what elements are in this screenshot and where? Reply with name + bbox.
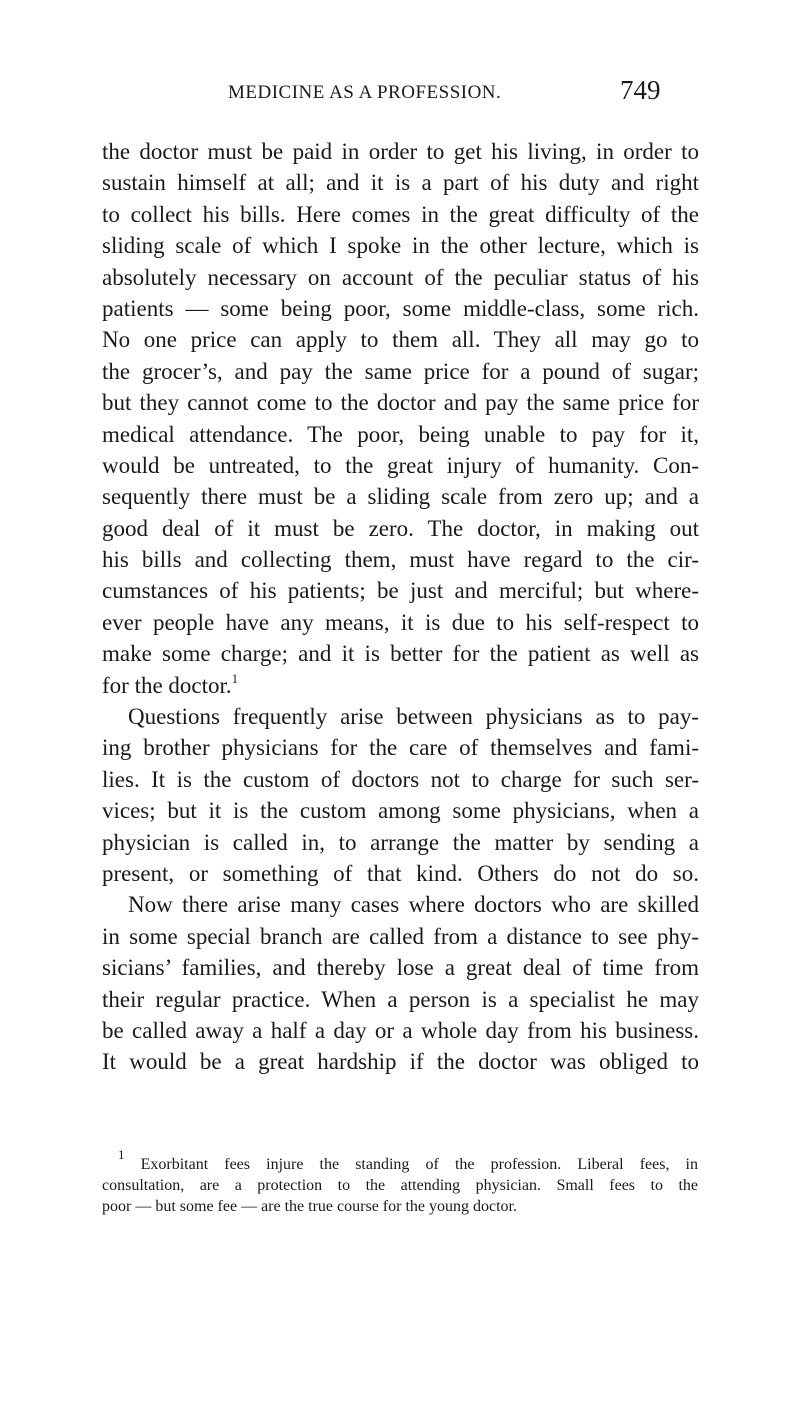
text-line [0,513,800,544]
text-line [0,450,800,481]
footnote-line [0,1175,800,1196]
text-line [0,1046,800,1077]
text-line-content: for the doctor. [102,672,232,698]
text-line-content: Questions frequently arise between physicians as to pay- [128,704,699,730]
text-line-content: in some special branch are called from a distance to see phy- [102,923,699,949]
text-line [0,921,800,952]
text-line [0,952,800,983]
text-line-content: but they cannot come to the doctor and pay the same price for [102,390,699,416]
text-line [0,889,800,920]
text-line [0,262,800,293]
footnote-line-content: consultation, are a protection to the attending physician. Small fees to the [102,1177,698,1194]
text-line-content: ing brother physicians for the care of themselves and fami- [102,735,699,761]
text-line [0,732,800,763]
footnote-line-with-marker [118,1147,699,1175]
footnote-line-content: Exorbitant fees injure the standing of the profession. Liberal fees, in [140,1156,699,1173]
text-line-content: cumstances of his patients; be just and merciful; but where- [102,578,699,604]
text-line [0,230,800,261]
text-line-content: their regular practice. When a person is a specialist he may [102,986,699,1012]
text-line-content: the grocer’s, and pay the same price for a pound of sugar; [102,358,699,384]
text-line-content: to collect his bills. Here comes in the great difficulty of the [102,201,699,227]
text-line-content: vices; but it is the custom among some physicians, when a [102,798,699,824]
text-line [0,764,800,795]
text-line-content: medical attendance. The poor, being unable to pay for it, [102,421,699,447]
text-line-content: present, or something of that kind. Others do not do so. [102,860,699,886]
text-line [0,827,800,858]
text-line-content: sliding scale of which I spoke in the other lecture, which is [102,233,699,259]
text-line [0,701,800,732]
text-line-content: physician is called in, to arrange the matter by sending a [102,829,699,855]
text-line-content: No one price can apply to them all. They all may go to [102,327,699,353]
footnote-reference: 1 [231,670,239,686]
text-line [0,167,800,198]
text-line [0,544,800,575]
text-line [0,324,800,355]
text-line-content: sicians’ families, and thereby lose a great deal of time from [102,955,699,981]
text-line [0,136,800,167]
text-line [0,984,800,1015]
text-line-content: make some charge; and it is better for the patient as well as [102,641,699,667]
body-text [0,136,800,1078]
footnote-line [0,1196,800,1217]
text-line [0,607,800,638]
footnote-line [0,1147,800,1175]
text-line [0,795,800,826]
text-line [0,638,800,669]
text-line [0,199,800,230]
text-line-content: patients — some being poor, some middle-class, some rich. [102,295,699,321]
text-line [0,670,800,701]
text-line-content: Now there arise many cases where doctors who are skilled [128,892,699,918]
text-line [0,419,800,450]
text-line-content: It would be a great hardship if the doctor was obliged to [102,1049,699,1075]
text-line-content: would be untreated, to the great injury of humanity. Con- [102,452,699,478]
footnote-marker: 1 [118,1147,125,1162]
text-line-content: his bills and collecting them, must have regard to the cir- [102,547,699,573]
text-line [0,293,800,324]
text-line-content: good deal of it must be zero. The doctor, in making out [102,515,699,541]
text-line [0,575,800,606]
text-line-with-footnote [102,670,238,701]
text-line [0,858,800,889]
running-head: MEDICINE AS A PROFESSION. [228,82,502,103]
text-line-content: be called away a half a day or a whole day from his business. [102,1017,699,1043]
text-line [0,387,800,418]
page-number: 749 [620,75,661,105]
text-line-content: ever people have any means, it is due to his self-respect to [102,609,699,635]
text-line-content: sustain himself at all; and it is a part of his duty and right [102,170,699,196]
text-line [0,1015,800,1046]
text-line-content: lies. It is the custom of doctors not to charge for such ser- [102,766,699,792]
text-line [0,356,800,387]
text-line-content: the doctor must be paid in order to get his living, in order to [102,139,699,164]
text-line-content: sequently there must be a sliding scale from zero up; and a [102,484,699,510]
footnote-line-content: poor — but some fee — are the true course for the young doctor. [102,1198,517,1215]
text-line-content: absolutely necessary on account of the peculiar status of his [102,264,699,290]
text-line [0,481,800,512]
footnotes [0,1147,800,1217]
